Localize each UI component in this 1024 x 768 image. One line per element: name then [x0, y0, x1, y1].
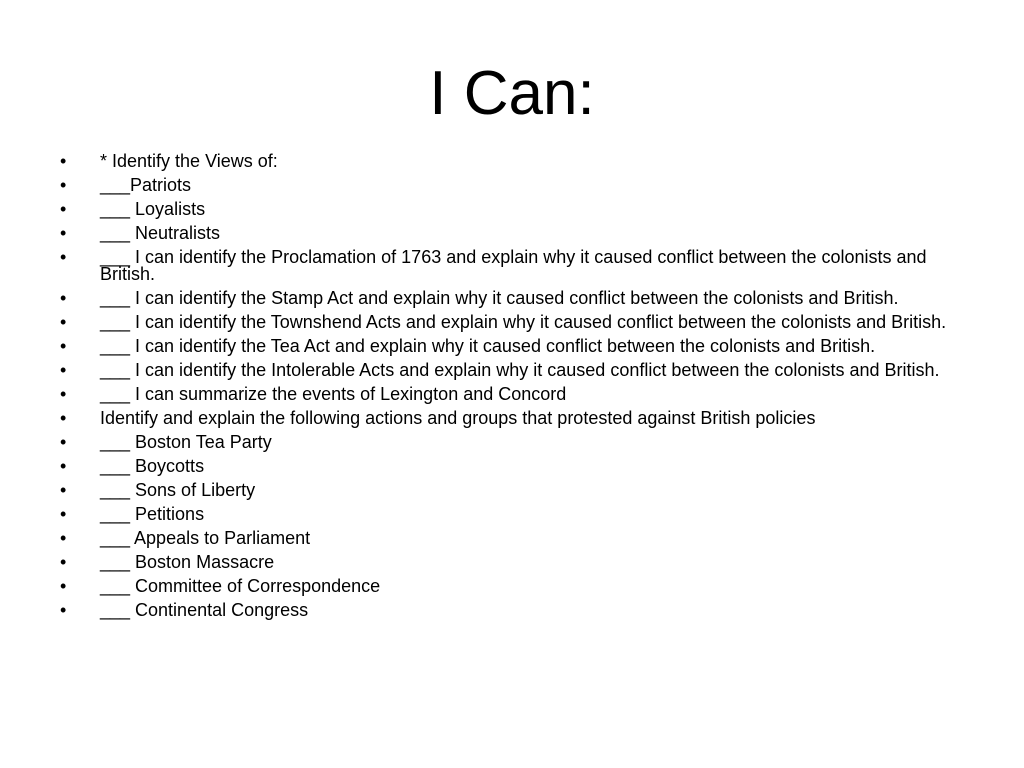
bullet-icon: • — [60, 384, 67, 404]
list-item-text: ___ I can identify the Tea Act and explain why it caused conflict between the colonists and British. — [100, 336, 876, 356]
list-item-text: ___ I can identify the Stamp Act and explain why it caused conflict between the colonists and British. — [100, 288, 899, 308]
bullet-icon: • — [60, 247, 67, 267]
bullet-icon: • — [60, 336, 67, 356]
list-item — [56, 362, 976, 379]
bullet-icon: • — [60, 288, 67, 308]
list-item-text: ___ Loyalists — [100, 199, 206, 219]
list-item — [56, 249, 976, 283]
bullet-icon: • — [60, 312, 67, 332]
bullet-icon: • — [60, 576, 67, 596]
list-item-text: ___ I can identify the Townshend Acts and explain why it caused conflict between the colonists and British. — [100, 312, 947, 332]
bullet-icon: • — [60, 199, 67, 219]
list-item — [56, 225, 976, 242]
list-item-text: ___ Continental Congress — [100, 600, 309, 620]
list-item — [56, 290, 976, 307]
list-item — [56, 506, 976, 523]
list-item — [56, 177, 976, 194]
slide-title: I Can: — [429, 59, 595, 128]
list-item — [56, 578, 976, 595]
list-item-text: ___ Petitions — [100, 504, 205, 524]
list-item-text: ___ I can identify the Proclamation of 1763 and explain why it caused conflict between the colonists and British. — [100, 247, 927, 284]
list-item — [56, 201, 976, 218]
bullet-icon: • — [60, 360, 67, 380]
bullet-icon: • — [60, 552, 67, 572]
list-item-text: ___ Committee of Correspondence — [100, 576, 381, 596]
bullet-icon: • — [60, 175, 67, 195]
list-item — [56, 602, 976, 619]
list-item-text: ___ Neutralists — [100, 223, 221, 243]
list-item — [56, 530, 976, 547]
list-item-text: * Identify the Views of: — [100, 151, 278, 171]
list-item — [56, 386, 976, 403]
bullet-icon: • — [60, 408, 67, 428]
bullet-icon: • — [60, 480, 67, 500]
list-item-text: ___ I can summarize the events of Lexington and Concord — [100, 384, 567, 404]
list-item — [56, 458, 976, 475]
list-item-text: ___ Sons of Liberty — [100, 480, 256, 500]
list-item-text: ___ I can identify the Intolerable Acts and explain why it caused conflict between the colonists and British. — [100, 360, 940, 380]
list-item-text: ___ Boycotts — [100, 456, 205, 476]
bullet-icon: • — [60, 432, 67, 452]
list-item-text: Identify and explain the following actions and groups that protested against British policies — [100, 408, 816, 428]
list-item — [56, 410, 976, 427]
bullet-icon: • — [60, 600, 67, 620]
list-item — [56, 153, 976, 170]
list-item-text: ___ Appeals to Parliament — [100, 528, 311, 548]
bullet-list — [56, 153, 976, 626]
bullet-icon: • — [60, 456, 67, 476]
bullet-icon: • — [60, 504, 67, 524]
list-item — [56, 314, 976, 331]
bullet-icon: • — [60, 151, 67, 171]
list-item — [56, 482, 976, 499]
bullet-icon: • — [60, 223, 67, 243]
list-item — [56, 434, 976, 451]
bullet-icon: • — [60, 528, 67, 548]
list-item-text: ___ Boston Massacre — [100, 552, 275, 572]
list-item-text: ___Patriots — [100, 175, 192, 195]
list-item-text: ___ Boston Tea Party — [100, 432, 272, 452]
list-item — [56, 338, 976, 355]
list-item — [56, 554, 976, 571]
